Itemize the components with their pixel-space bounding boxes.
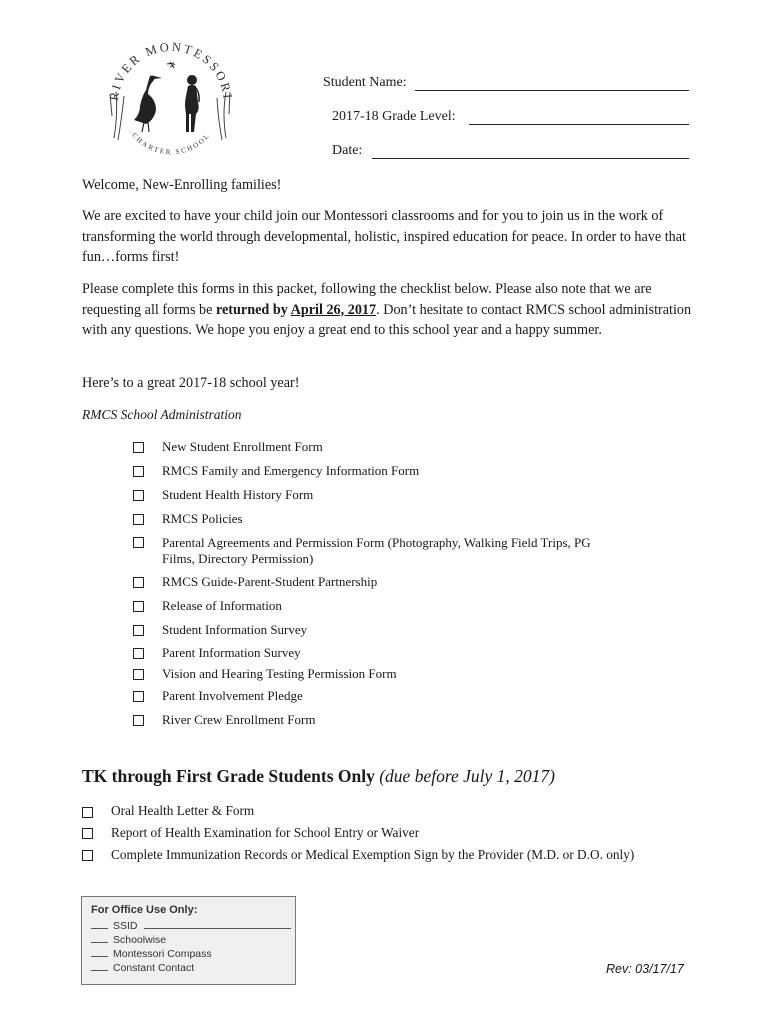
- tk-due-note: (due before July 1, 2017): [379, 766, 555, 786]
- checklist-item-continued: Films, Directory Permission): [162, 551, 314, 566]
- office-use-title: For Office Use Only:: [91, 904, 198, 916]
- office-row-ssid: [91, 919, 291, 932]
- date-field[interactable]: [332, 143, 689, 159]
- checkbox[interactable]: [133, 514, 144, 525]
- child-silhouette-icon: [185, 75, 199, 132]
- checkbox[interactable]: [133, 490, 144, 501]
- office-use-box: [81, 896, 296, 985]
- signature-line: RMCS School Administration: [82, 407, 242, 422]
- instructions-part1: Please complete this forms in this packet, following the checklist below. Please also note that we are requesting all forms be: [82, 281, 652, 318]
- checkbox[interactable]: [133, 625, 144, 636]
- office-item: SSID: [113, 920, 138, 932]
- date-line[interactable]: [372, 158, 689, 159]
- checkbox[interactable]: [133, 648, 144, 659]
- checklist-item: Release of Information: [162, 598, 282, 613]
- checklist-item: RMCS Policies: [162, 511, 243, 526]
- checkbox[interactable]: [82, 850, 93, 861]
- date-label: Date:: [332, 143, 363, 158]
- grade-level-field[interactable]: [332, 109, 689, 125]
- grade-level-line[interactable]: [469, 124, 689, 125]
- logo-bottom-text: CHARTER SCHOOL: [130, 131, 212, 157]
- cheer-line: Here’s to a great 2017-18 school year!: [82, 375, 300, 391]
- reeds-icon: [110, 92, 230, 140]
- instructions-bold: returned by: [215, 301, 291, 318]
- checkbox[interactable]: [133, 577, 144, 588]
- checkbox[interactable]: [82, 828, 93, 839]
- grade-level-label: 2017-18 Grade Level:: [332, 109, 456, 124]
- student-name-line[interactable]: [415, 90, 689, 91]
- heron-icon: [134, 76, 162, 133]
- office-row: [91, 947, 212, 960]
- office-item: Schoolwise: [113, 934, 167, 946]
- tk-item: Complete Immunization Records or Medical Exemption Sign by the Provider (M.D. or D.O. only): [111, 847, 635, 862]
- checkbox[interactable]: [133, 669, 144, 680]
- student-name-label: Student Name:: [323, 75, 407, 90]
- dragonfly-icon: [167, 62, 175, 68]
- checkbox[interactable]: [82, 807, 93, 818]
- office-item: Montessori Compass: [113, 948, 212, 960]
- checklist-item: Student Health History Form: [162, 487, 314, 502]
- checklist-item: Parent Involvement Pledge: [162, 688, 303, 703]
- revision-date: Rev: 03/17/17: [606, 962, 684, 976]
- checklist-item: Parental Agreements and Permission Form (Photography, Walking Field Trips, PG: [162, 535, 591, 550]
- checkbox[interactable]: [133, 442, 144, 453]
- office-row: [91, 961, 194, 974]
- greeting: Welcome, New-Enrolling families!: [82, 177, 282, 193]
- school-logo: [104, 34, 238, 168]
- office-item: Constant Contact: [113, 962, 195, 974]
- checklist-item: RMCS Family and Emergency Information Form: [162, 463, 420, 478]
- checkbox[interactable]: [133, 537, 144, 548]
- tk-item: Oral Health Letter & Form: [111, 803, 255, 818]
- checkbox[interactable]: [133, 466, 144, 477]
- tk-item: Report of Health Examination for School Entry or Waiver: [111, 825, 420, 840]
- instructions-part2: . Don’t hesitate to contact RMCS school administration with any questions. We hope you enjoy a great end to this school year and a happy summer.: [82, 301, 692, 338]
- tk-section-title: [82, 766, 555, 787]
- logo-top-text: RIVER MONTESSORI: [106, 39, 235, 102]
- checklist-item: Student Information Survey: [162, 622, 308, 637]
- checklist-item: Parent Information Survey: [162, 645, 301, 660]
- instructions-paragraph: [82, 279, 692, 341]
- intro-paragraph: We are excited to have your child join our Montessori classrooms and for you to join us in the work of transforming the world through developmental, holistic, inspired education for peace. In order to have that fun…forms first!: [82, 208, 686, 265]
- checklist-item: RMCS Guide-Parent-Student Partnership: [162, 574, 378, 589]
- checklist-item: River Crew Enrollment Form: [162, 712, 316, 727]
- checklist-item: Vision and Hearing Testing Permission Form: [162, 666, 397, 681]
- checkbox[interactable]: [133, 715, 144, 726]
- student-name-field[interactable]: [323, 75, 689, 91]
- checkbox[interactable]: [133, 601, 144, 612]
- tk-title-text: TK through First Grade Students Only: [82, 766, 380, 786]
- return-date: April 26, 2017: [290, 301, 377, 318]
- office-row: [91, 933, 166, 946]
- checkbox[interactable]: [133, 691, 144, 702]
- checklist-item: New Student Enrollment Form: [162, 439, 323, 454]
